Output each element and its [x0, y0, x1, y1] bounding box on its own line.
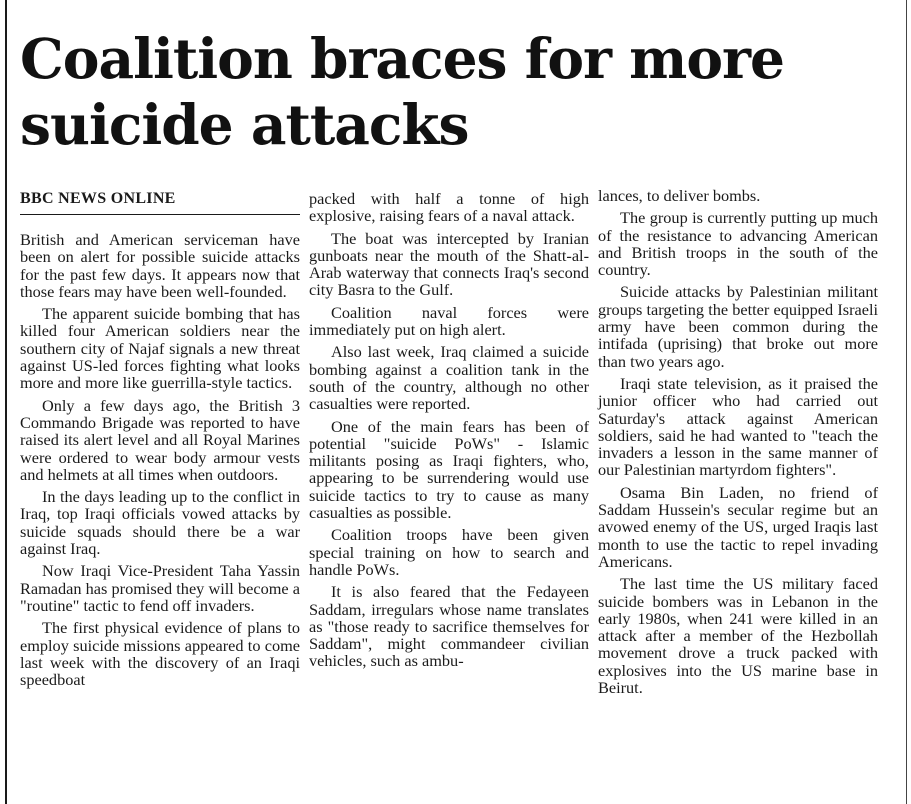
paragraph: Iraqi state television, as it praised the junior officer who had carried out Saturday's attack against American soldiers, said he had wanted to "teach the invaders a lesson in the same manner of our Palestinian martyrdom fighters". — [598, 373, 878, 480]
paragraph: Suicide attacks by Palestinian militant groups targeting the better equipped Israeli army have been common during the intifada (uprising) that broke out more than two years ago. — [598, 282, 878, 371]
paragraph: The first physical evidence of plans to employ suicide missions appeared to come last week with the discovery of an Iraqi speedboat — [20, 618, 300, 690]
article-column-1 — [20, 190, 300, 693]
paragraph: British and American serviceman have been on alert for possible suicide attacks for the past few days. It appears now that those fears may have been well-founded. — [20, 230, 300, 301]
paragraph: The boat was intercepted by Iranian gunboats near the mouth of the Shatt-al-Arab waterway that connects Iraq's second city Basra to the Gulf. — [309, 228, 589, 300]
paragraph: The last time the US military faced suicide bombers was in Lebanon in the early 1980s, when 241 were killed in an attack after a member of the Hezbollah movement drove a truck packed with explosives into the US marine base in Beirut. — [598, 574, 878, 698]
paragraph: It is also feared that the Fedayeen Saddam, irregulars whose name translates as "those ready to sacrifice themselves for Saddam", might commandeer civilian vehicles, such as ambu- — [309, 582, 589, 671]
right-edge-rule — [906, 0, 907, 804]
paragraph: Coalition troops have been given special training on how to search and handle PoWs. — [309, 525, 589, 579]
paragraph: One of the main fears has been of potential "suicide PoWs" - Islamic militants posing as Iraqi fighters, who, appearing to be surrendering would use suicide tactics to try to cause as many casualties as possible. — [309, 416, 589, 523]
paragraph: In the days leading up to the conflict in Iraq, top Iraqi officials vowed attacks by suicide squads should there be a war against Iraq. — [20, 487, 300, 559]
article-column-3 — [598, 187, 878, 701]
paragraph: The group is currently putting up much of the resistance to advancing American and British troops in the south of the country. — [598, 208, 878, 280]
paragraph: The apparent suicide bombing that has killed four American soldiers near the southern city of Najaf signals a new threat against US-led forces fighting what looks more and more like guerrilla-style tactics. — [20, 304, 300, 393]
paragraph: Coalition naval forces were immediately put on high alert. — [309, 302, 589, 340]
paragraph: Also last week, Iraq claimed a suicide bombing against a coalition tank in the south of the country, although no other casualties were reported. — [309, 342, 589, 414]
paragraph: Only a few days ago, the British 3 Commando Brigade was reported to have raised its alert level and all Royal Marines were ordered to wear body armour vests and helmets at all times when outdoors. — [20, 395, 300, 484]
byline: BBC NEWS ONLINE — [20, 190, 300, 215]
left-column-rule — [5, 0, 7, 804]
article-column-2 — [309, 190, 589, 675]
paragraph: Now Iraqi Vice-President Taha Yassin Ramadan has promised they will become a "routine" tactic to fend off invaders. — [20, 561, 300, 615]
headline: Coalition braces for more suicide attacks — [20, 26, 784, 157]
paragraph: Osama Bin Laden, no friend of Saddam Hussein's secular regime but an avowed enemy of the US, urged Iraqis last month to use the tactic to repel invading Americans. — [598, 482, 878, 571]
paragraph: lances, to deliver bombs. — [598, 186, 761, 205]
paragraph: packed with half a tonne of high explosive, raising fears of a naval attack. — [309, 189, 589, 226]
